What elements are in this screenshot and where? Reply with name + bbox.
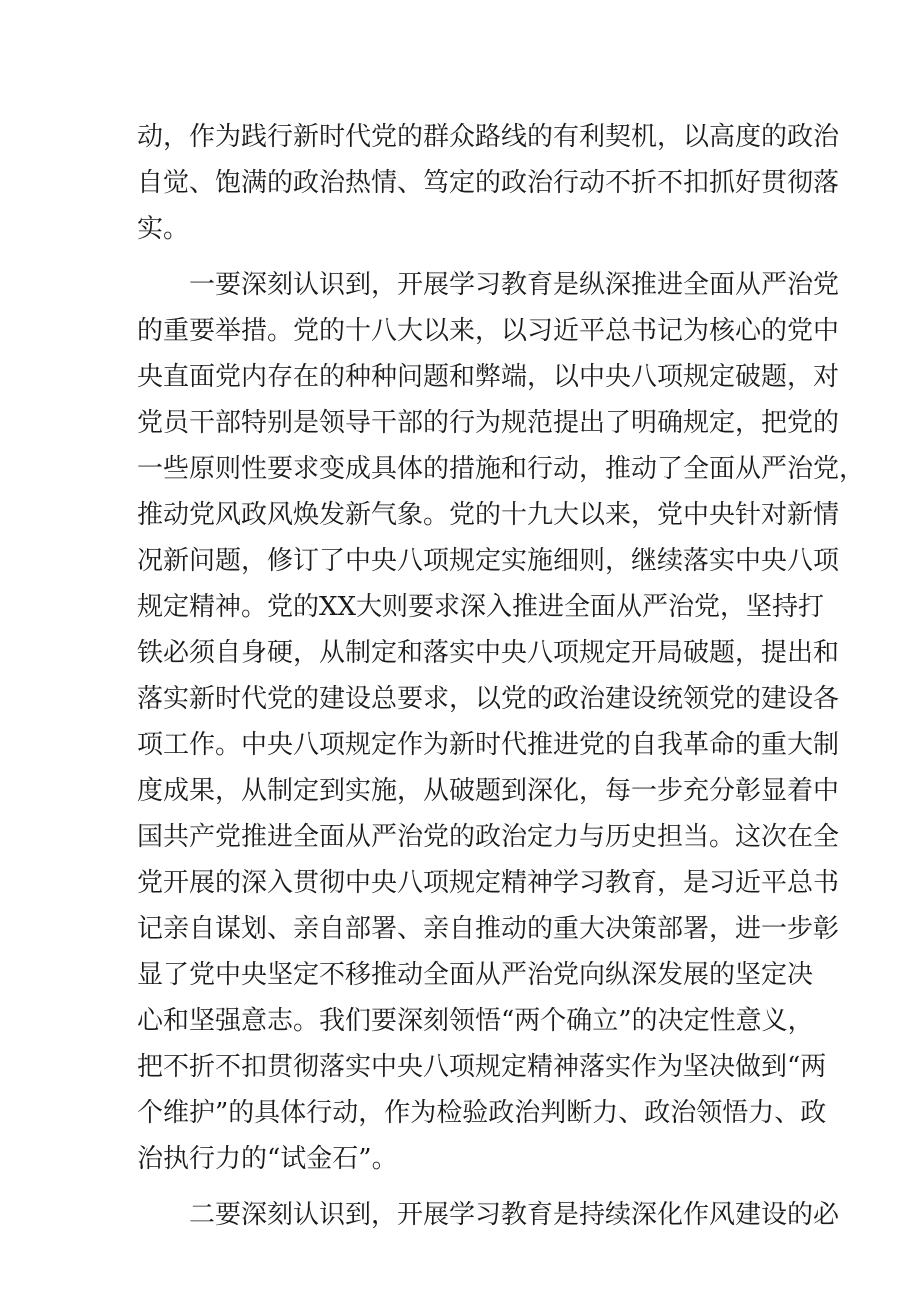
text-line: 党开展的深入贯彻中央八项规定精神学习教育，是习近平总书 bbox=[137, 868, 840, 898]
text-line: 的重要举措。党的十八大以来，以习近平总书记为核心的党中 bbox=[137, 316, 840, 346]
text-line: 二要深刻认识到，开展学习教育是持续深化作风建设的必 bbox=[189, 1200, 840, 1230]
text-line: 一要深刻认识到，开展学习教育是纵深推进全面从严治党 bbox=[189, 270, 840, 300]
text-line: 况新问题，修订了中央八项规定实施细则，继续落实中央八项 bbox=[137, 546, 840, 576]
text-line: 一些原则性要求变成具体的措施和行动，推动了全面从严治党， bbox=[137, 454, 866, 484]
text-line: 央直面党内存在的种种问题和弊端，以中央八项规定破题，对 bbox=[137, 362, 840, 392]
text-line: 推动党风政风焕发新气象。党的十九大以来，党中央针对新情 bbox=[137, 500, 840, 530]
paragraph bbox=[137, 1192, 840, 1238]
document-body bbox=[137, 114, 866, 1238]
paragraph bbox=[137, 262, 866, 1182]
text-line: 规定精神。党的XX大则要求深入推进全面从严治党，坚持打 bbox=[137, 592, 825, 622]
text-line: 把不折不扣贯彻落实中央八项规定精神落实作为坚决做到“两 bbox=[137, 1052, 827, 1082]
text-line: 记亲自谋划、亲自部署、亲自推动的重大决策部署，进一步彰 bbox=[137, 914, 840, 944]
text-line: 动，作为践行新时代党的群众路线的有利契机，以高度的政治 bbox=[137, 122, 840, 152]
text-line: 项工作。中央八项规定作为新时代推进党的自我革命的重大制 bbox=[137, 730, 840, 760]
text-line: 个维护”的具体行动，作为检验政治判断力、政治领悟力、政 bbox=[137, 1098, 827, 1128]
paragraph-gap bbox=[137, 252, 797, 262]
text-line: 落实新时代党的建设总要求，以党的政治建设统领党的建设各 bbox=[137, 684, 840, 714]
text-line: 铁必须自身硬，从制定和落实中央八项规定开局破题，提出和 bbox=[137, 638, 840, 668]
paragraph-gap bbox=[137, 1182, 797, 1192]
text-line: 国共产党推进全面从严治党的政治定力与历史担当。这次在全 bbox=[137, 822, 840, 852]
paragraph bbox=[137, 114, 840, 252]
text-line: 实。 bbox=[137, 214, 190, 244]
text-line: 心和坚强意志。我们要深刻领悟“两个确立”的决定性意义， bbox=[137, 1006, 814, 1036]
text-line: 显了党中央坚定不移推动全面从严治党向纵深发展的坚定决 bbox=[137, 960, 814, 990]
text-line: 治执行力的“试金石”。 bbox=[137, 1144, 398, 1174]
text-line: 自觉、饱满的政治热情、笃定的政治行动不折不扣抓好贯彻落 bbox=[137, 168, 840, 198]
text-line: 党员干部特别是领导干部的行为规范提出了明确规定，把党的 bbox=[137, 408, 840, 438]
text-line: 度成果，从制定到实施，从破题到深化，每一步充分彰显着中 bbox=[137, 776, 840, 806]
